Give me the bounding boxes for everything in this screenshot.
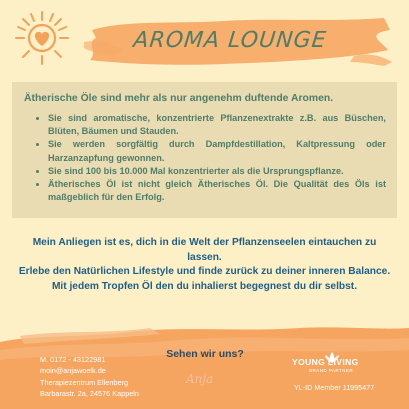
page-title: AROMA LOUNGE <box>132 28 328 53</box>
list-item: • Sie sind 100 bis 10.000 Mal konzentrierter als die Ursprungspflanze. <box>48 165 386 178</box>
bullet-list <box>36 112 386 204</box>
call-to-action: Sehen wir uns? <box>166 348 244 360</box>
brand-subtitle: BRAND PARTNER <box>309 368 354 373</box>
list-item: • Sie sind aromatische, konzentrierte Pflanzenextrakte z.B. aus Büschen, Blüten, Bäumen und Stauden. <box>48 112 386 138</box>
signature: Anja <box>186 372 214 386</box>
contact-phone: M. 0172 - 43122981 <box>40 355 106 364</box>
list-item: • Sie werden sorgfältig durch Dampfdestillation, Kaltpressung oder Harzanzapfung gewonnen. <box>48 138 386 164</box>
contact-place: Therapiezentrum Ellenberg <box>40 377 129 387</box>
member-id: YL-ID Member 11995477 <box>294 383 375 392</box>
contact-address: Barbarastr. 2a, 24576 Kappeln <box>40 389 139 399</box>
mission-line: Mit jedem Tropfen Öl den du inhalierst begegnest du dir selbst. <box>51 280 358 292</box>
sun-heart-logo-icon <box>14 10 70 66</box>
contact-email: moin@anjawoelk.de <box>40 366 106 376</box>
contact-block <box>40 354 139 400</box>
list-item: • Ätherisches Öl ist nicht gleich Ätherisches Öl. Die Qualität des Öls ist maßgeblich für den Erfolg. <box>48 178 386 204</box>
mission-line: Erlebe den Natürlichen Lifestyle und finde zurück zu deiner inneren Balance. <box>18 266 391 278</box>
mission-line: Mein Anliegen ist es, dich in die Welt der Pflanzenseelen eintauchen zu lassen. <box>32 237 377 263</box>
intro-text: Ätherische Öle sind mehr als nur angenehm duftende Aromen. <box>24 93 334 104</box>
brand-name: YOUNG LIVING <box>292 357 359 367</box>
mission-statement <box>18 236 391 294</box>
